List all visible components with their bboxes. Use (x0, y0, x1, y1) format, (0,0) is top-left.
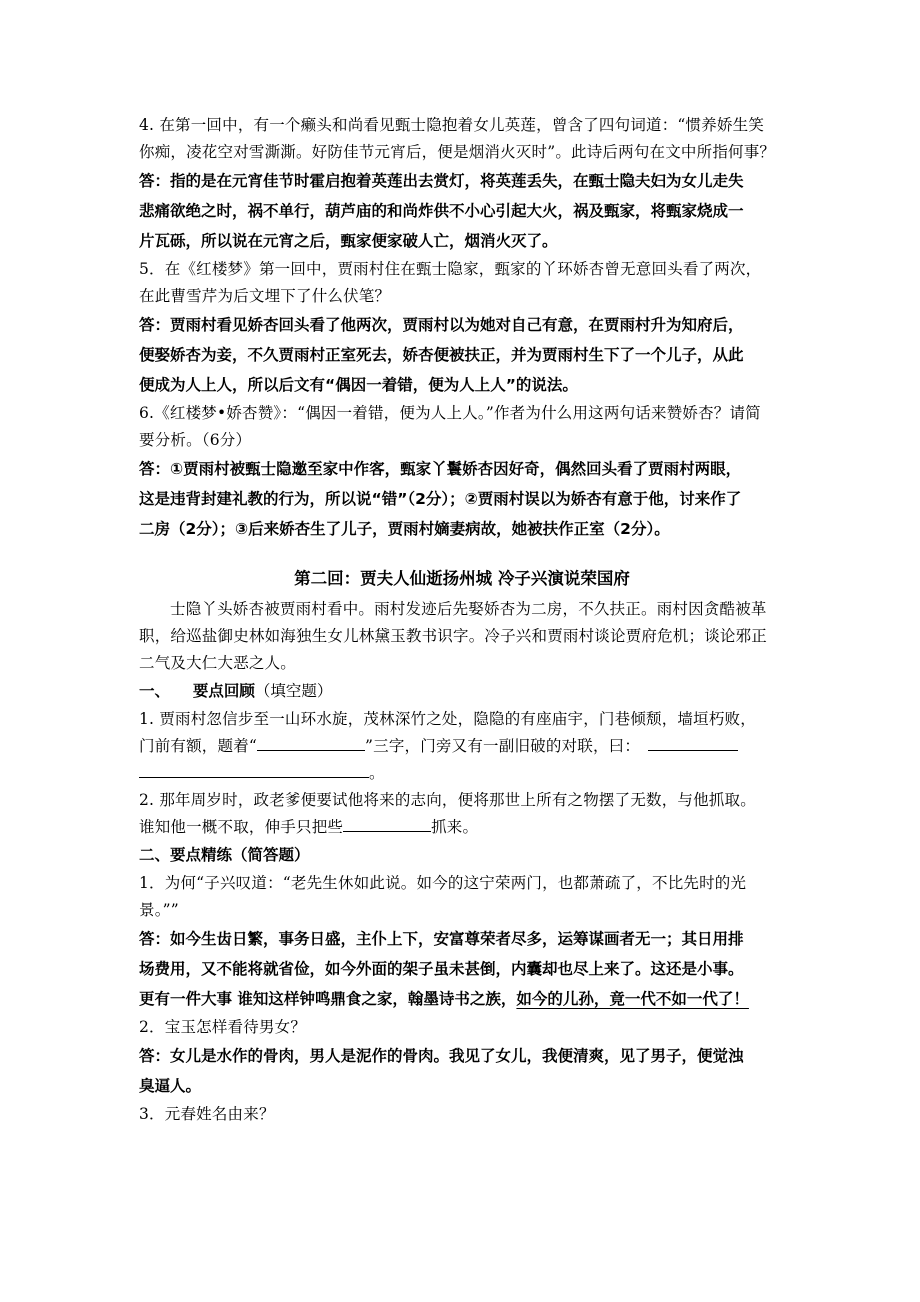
chapter-2-summary (139, 596, 785, 677)
answer-6-line-2: 这是违背封建礼教的行为，所以说“错”（2分）；②贾雨村误以为娇杏有意于他，讨来作了 (139, 490, 742, 508)
answer-4-line-2: 悲痛欲绝之时，祸不单行，葫芦庙的和尚炸供不小心引起大火，祸及甄家，将甄家烧成一 (139, 202, 744, 220)
fill-1-prefix: 门前有额，题着“ (139, 737, 258, 755)
section-1-heading (139, 677, 785, 706)
answer-6-line-1: 答：①贾雨村被甄士隐邀至家中作客，甄家丫鬟娇杏因好奇，偶然回头看了贾雨村两眼， (139, 460, 742, 478)
question-6-line-2: 要分析。（6分） (139, 431, 252, 449)
short-1-answer-3-underlined: 如今的儿孙，竟一代不如一代了！ (516, 990, 749, 1008)
chapter-2-title: 第二回：贾夫人仙逝扬州城 冷子兴演说荣国府 (294, 569, 630, 588)
answer-5-line-2: 便娶娇杏为妾，不久贾雨村正室死去，娇杏便被扶正，并为贾雨村生下了一个儿子，从此 (139, 346, 744, 364)
short-question-1 (139, 870, 785, 1014)
fill-2-line-2 (139, 814, 785, 841)
summary-line-1: 士隐丫头娇杏被贾雨村看中。雨村发迹后先娶娇杏为二房，不久扶正。雨村因贪酷被革 (170, 600, 767, 618)
fill-1-line-1: 1. 贾雨村忽信步至一山环水旋，茂林深竹之处，隐隐的有座庙宇，门巷倾颓，墙垣朽败， (139, 710, 756, 728)
fill-1-line-2 (139, 733, 785, 760)
question-5-line-1: 5．在《红楼梦》第一回中，贾雨村住在甄士隐家，甄家的丫环娇杏曾无意回头看了两次， (139, 260, 762, 278)
fill-question-1 (139, 706, 785, 787)
short-3-line: 3．元春姓名由来？ (139, 1105, 275, 1123)
section-1-label: 要点回顾 (192, 682, 255, 700)
fill-2-prefix: 谁知他一概不取，伸手只把些 (139, 818, 344, 836)
question-4-line-2: 你痴，凌花空对雪澌澌。好防佳节元宵后，便是烟消火灭时”。此诗后两句在文中所指何事？ (139, 143, 776, 161)
answer-6-line-3: 二房（2分）；③后来娇杏生了儿子，贾雨村嫡妻病故，她被扶作正室（2分）。 (139, 520, 670, 538)
short-2-answer-1: 答：女儿是水作的骨肉，男人是泥作的骨肉。我见了女儿，我便清爽，见了男子，便觉浊 (139, 1047, 744, 1065)
short-1-answer-3 (139, 984, 785, 1014)
fill-1-middle: ”三字，门旁又有一副旧破的对联，曰： (365, 737, 641, 755)
section-1-note: （填空题） (254, 682, 333, 700)
summary-line-3: 二气及大仁大恶之人。 (139, 654, 297, 672)
short-1-answer-1: 答：如今生齿日繁，事务日盛，主仆上下，安富尊荣者尽多，运筹谋画者无一；其日用排 (139, 930, 744, 948)
summary-line-2: 职，给巡盐御史林如海独生女儿林黛玉教书识字。冷子兴和贾雨村谈论贾府危机；谈论邪正 (139, 627, 768, 645)
question-6 (139, 400, 785, 544)
answer-4-line-1: 答：指的是在元宵佳节时霍启抱着英莲出去赏灯，将英莲丢失，在甄士隐夫妇为女儿走失 (139, 172, 744, 190)
answer-5-line-3: 便成为人上人，所以后文有“偶因一着错，便为人上人”的说法。 (139, 376, 578, 394)
question-4 (139, 112, 785, 256)
fill-2-suffix: 抓来。 (431, 818, 479, 836)
fill-1-blank-couplet-b[interactable] (139, 762, 369, 778)
fill-1-blank-plaque[interactable] (257, 735, 365, 751)
question-4-line-1: 4. 在第一回中，有一个癞头和尚看见甄士隐抱着女儿英莲，曾含了四句词道：“惯养娇生笑 (139, 116, 765, 134)
question-5 (139, 256, 785, 400)
fill-question-2 (139, 787, 785, 841)
fill-2-blank[interactable] (343, 816, 431, 832)
short-1-answer-2: 场费用，又不能将就省俭，如今外面的架子虽未甚倒，内囊却也尽上来了。这还是小事。 (139, 960, 744, 978)
short-question-3 (139, 1101, 785, 1128)
question-6-line-1: 6.《红楼梦•娇杏赞》：“偶因一着错，便为人上人。”作者为什么用这两句话来赞娇杏？请简 (139, 404, 761, 422)
section-2-heading: 二、要点精练（简答题） (139, 846, 310, 864)
short-2-answer-2: 臭逼人。 (139, 1077, 202, 1095)
fill-1-end: 。 (369, 764, 385, 782)
question-5-line-2: 在此曹雪芹为后文埋下了什么伏笔？ (139, 287, 391, 305)
fill-2-line-1: 2. 那年周岁时，政老爹便要试他将来的志向，便将那世上所有之物摆了无数，与他抓取。 (139, 791, 756, 809)
short-1-answer-3-pre: 更有一件大事 谁知这样钟鸣鼎食之家，翰墨诗书之族， (139, 990, 517, 1008)
answer-4-line-3: 片瓦砾，所以说在元宵之后，甄家便家破人亡，烟消火灭了。 (139, 232, 558, 250)
fill-1-line-3 (139, 760, 785, 787)
short-1-line-1: 1．为何“子兴叹道：“老先生休如此说。如今的这宁荣两门，也都萧疏了，不比先时的光 (139, 874, 747, 892)
document-page (139, 112, 785, 1128)
short-2-line: 2．宝玉怎样看待男女？ (139, 1018, 307, 1036)
short-question-2 (139, 1014, 785, 1101)
fill-1-blank-couplet-a[interactable] (648, 735, 738, 751)
section-1-number: 一、 (139, 682, 171, 700)
answer-5-line-1: 答：贾雨村看见娇杏回头看了他两次，贾雨村以为她对自己有意，在贾雨村升为知府后， (139, 316, 744, 334)
short-1-line-2: 景。”” (139, 901, 179, 919)
